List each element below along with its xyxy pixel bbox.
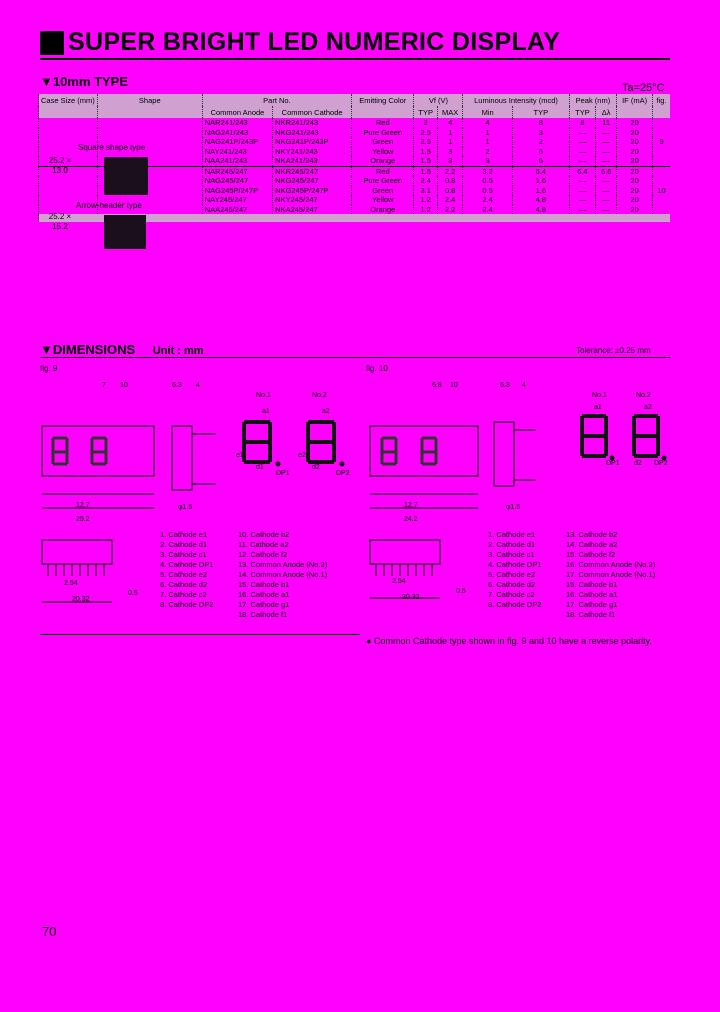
spec-cell: 3	[463, 156, 513, 166]
fig9-pin: 1. Cathode e1	[160, 530, 208, 539]
spec-cell: 4	[437, 118, 462, 128]
header-if: IF (mA)	[617, 94, 653, 106]
spec-cell: 20	[617, 186, 653, 196]
fig10-dim-24-2: 24.2	[404, 516, 418, 523]
title-rule	[40, 58, 670, 60]
fig9-digits	[53, 438, 106, 464]
fig9-pins-right	[238, 530, 327, 620]
spec-cell: 2.2	[437, 166, 462, 176]
fig9-pin: 4. Cathode DP1	[160, 560, 214, 569]
fig9-pin: 13. Common Anode (No.2)	[238, 560, 328, 569]
fig10-pin: 5. Cathode e2	[488, 570, 536, 579]
fig9-pin: 3. Cathode c1	[160, 550, 207, 559]
spec-cell: 3	[437, 147, 462, 157]
fig9-dim-12-7: 12.7	[76, 502, 90, 509]
spec-cell: NAR245/247	[202, 166, 272, 176]
spec-cell: 20	[617, 205, 653, 215]
fig9-label-e2: e2	[298, 452, 306, 459]
fig10-pin: 15. Cathode b1	[566, 580, 618, 589]
fig10-label-dp1: DP1	[606, 460, 620, 467]
sub-common-anode: Common Anode	[202, 106, 272, 118]
spec-cell: 1	[463, 128, 513, 138]
spec-cell: 20	[617, 176, 653, 186]
fig10-dim-20-32: 20.32	[402, 594, 420, 601]
spec-cell: —	[569, 205, 596, 215]
spec-cell: NKA241/243	[273, 156, 352, 166]
spec-cell: 2.5	[414, 128, 437, 138]
spec-cell: 2.4	[463, 195, 513, 205]
spec-cell: 1	[463, 137, 513, 147]
spec-cell: Pure Green	[352, 176, 414, 186]
spec-cell	[653, 128, 670, 138]
header-color: Emitting Color	[352, 94, 414, 106]
header-case-size: Case Size (mm)	[39, 94, 98, 106]
fig10-dim-4: 4	[522, 382, 526, 389]
spec-cell: 2.2	[437, 205, 462, 215]
fig9-pin: 2. Cathode d1	[160, 540, 208, 549]
header-part-no: Part No.	[202, 94, 351, 106]
spec-cell: —	[596, 147, 617, 157]
page-title: SUPER BRIGHT LED NUMERIC DISPLAY	[40, 28, 560, 57]
spec-cell: —	[569, 186, 596, 196]
spec-cell: Orange	[352, 205, 414, 215]
dimensions-rule	[40, 357, 670, 358]
fig10-pin: 18. Cathode f1	[566, 610, 616, 619]
spec-cell: 3	[512, 128, 569, 138]
spec-subheader-row	[39, 106, 671, 118]
sub-iv-typ: TYP	[512, 106, 569, 118]
case-size-1: 25.2 × 13.0	[48, 156, 72, 175]
fig10-label-d2: d2	[634, 460, 642, 467]
fig10-label-dp2: DP2	[654, 460, 668, 467]
fig10-pin: 8. Cathode DP2	[488, 600, 542, 609]
spec-cell: 3.2	[463, 166, 513, 176]
spec-cell: NKR241/243	[273, 118, 352, 128]
spec-cell: 1.5	[414, 147, 437, 157]
fig9-pin: 6. Cathode d2	[160, 580, 208, 589]
fig9-dim-0-5: 0.5	[128, 590, 138, 597]
fig9-pin: 14. Common Anode (No.1)	[238, 570, 328, 579]
fig9-label-a2: a2	[322, 408, 330, 415]
fig9-pin: 18. Cathode f1	[238, 610, 288, 619]
spec-cell: Yellow	[352, 195, 414, 205]
fig9-label-dp2: DP2	[336, 470, 350, 477]
spec-cell: Green	[352, 186, 414, 196]
spec-cell: Red	[352, 118, 414, 128]
ta-note: Ta=25°C	[622, 82, 665, 94]
spec-cell: 2.4	[463, 205, 513, 215]
header-fig: fig.	[653, 94, 670, 106]
spec-cell: NKG241/243	[273, 128, 352, 138]
type-heading: ▼10mm TYPE	[40, 74, 129, 89]
spec-cell: 6.4	[569, 166, 596, 176]
sub-vf-max: MAX	[437, 106, 462, 118]
fig10-pin: 16. Cathode a1	[566, 590, 618, 599]
spec-cell: Green	[352, 137, 414, 147]
header-shape: Shape	[97, 94, 202, 106]
spec-cell: 20	[617, 195, 653, 205]
spec-cell: 3	[437, 156, 462, 166]
spec-cell: 1.2	[414, 205, 437, 215]
spec-cell: NAR241/243	[202, 118, 272, 128]
fig9-seg-digits	[242, 420, 345, 467]
fig9-label: fig. 9	[40, 364, 58, 373]
fig10-pin: 17. Common Anode (No.1)	[566, 570, 656, 579]
spec-cell: 2.5	[414, 137, 437, 147]
spec-cell: 2.4	[414, 176, 437, 186]
spec-cell	[653, 195, 670, 205]
spec-cell: —	[569, 137, 596, 147]
fig10-dim-0-5: 0.5	[456, 588, 466, 595]
fig9-label-dp1: DP1	[276, 470, 290, 477]
fig10-pin: 6. Cathode d2	[488, 580, 536, 589]
spec-cell	[653, 205, 670, 215]
spec-cell: NAY245/247	[202, 195, 272, 205]
fig10-pin: 15. Cathode f2	[566, 550, 616, 559]
fig9-dim-6-3: 6.3	[172, 382, 182, 389]
spec-cell: 9	[653, 137, 670, 147]
fig9-pin: 10. Cathode b2	[238, 530, 290, 539]
fig9-digit-no1: No.1	[256, 392, 271, 399]
spec-cell: 6.6	[596, 166, 617, 176]
spec-cell: 1.5	[414, 166, 437, 176]
note-rule	[40, 634, 360, 635]
spec-cell: NAY241/243	[202, 147, 272, 157]
spec-cell: 1.6	[512, 176, 569, 186]
fig9-pin: 17. Cathode g1	[238, 600, 290, 609]
spec-cell: NAG245P/247P	[202, 186, 272, 196]
spec-cell: Orange	[352, 156, 414, 166]
fig9-label-d2: d2	[312, 464, 320, 471]
fig9-pin: 16. Cathode a1	[238, 590, 290, 599]
spec-cell: 0.5	[463, 186, 513, 196]
fig9-label-e1: e1	[236, 452, 244, 459]
fig9-dim-20-32: 20.32	[72, 596, 90, 603]
fig10-pin: 3. Cathode c1	[488, 550, 535, 559]
header-intensity: Luminous Intensity (mcd)	[463, 94, 569, 106]
spec-cell: 4.8	[512, 205, 569, 215]
shape-cell	[97, 118, 202, 128]
fig9-dim-7: 7	[102, 382, 106, 389]
shape-square-image	[104, 157, 148, 195]
fig9-side-outline	[172, 426, 192, 490]
spec-cell: 2.4	[437, 195, 462, 205]
sub-vf-typ: TYP	[414, 106, 437, 118]
spec-cell: Pure Green	[352, 128, 414, 138]
fig10-dim-6-3: 6.3	[500, 382, 510, 389]
spec-cell: 1	[437, 137, 462, 147]
fig10-dim-12-7: 12.7	[404, 502, 418, 509]
spec-row	[39, 118, 671, 128]
sub-peak-typ: TYP	[569, 106, 596, 118]
fig9-pin: 11. Cathode a2	[238, 540, 289, 549]
spec-cell: 2	[414, 118, 437, 128]
fig9-pin: 12. Cathode f2	[238, 550, 288, 559]
fig10-pin: 14. Cathode a2	[566, 540, 618, 549]
spec-cell: NKG245P/247P	[273, 186, 352, 196]
sub-common-cathode: Common Cathode	[273, 106, 352, 118]
spec-cell: 6	[512, 147, 569, 157]
page-number: 70	[42, 924, 57, 939]
fig9-label-d1: d1	[256, 464, 264, 471]
spec-cell: —	[596, 156, 617, 166]
spec-cell: 0.8	[437, 176, 462, 186]
spec-cell: 20	[617, 147, 653, 157]
spec-cell: 4	[463, 118, 513, 128]
spec-cell: Red	[352, 166, 414, 176]
spec-cell: —	[569, 176, 596, 186]
spec-cell: 1	[437, 128, 462, 138]
fig10-pin: 2. Cathode d1	[488, 540, 536, 549]
unit-label: Unit : mm	[152, 345, 204, 357]
title-square-icon	[40, 31, 64, 55]
header-vf: Vf (V)	[414, 94, 463, 106]
fig10-label-a2: a2	[644, 404, 652, 411]
fig10-digit-no1: No.1	[592, 392, 607, 399]
spec-cell: —	[569, 128, 596, 138]
spec-cell: NKG241P/243P	[273, 137, 352, 147]
spec-cell: 6	[512, 156, 569, 166]
case-cell	[39, 128, 98, 138]
spec-cell: NAG241P/243P	[202, 137, 272, 147]
spec-cell: —	[596, 176, 617, 186]
spec-cell: NKG245/247	[273, 176, 352, 186]
spec-cell: 1.2	[414, 195, 437, 205]
fig10-pin: 13. Cathode b2	[566, 530, 618, 539]
spec-cell: NAA245/247	[202, 205, 272, 215]
spec-cell: 0.5	[463, 176, 513, 186]
fig10-dim-10: 10	[450, 382, 458, 389]
spec-cell: 20	[617, 137, 653, 147]
spec-cell: —	[569, 195, 596, 205]
fig10-digit-no2: No.2	[636, 392, 651, 399]
fig10-pin: 7. Cathode c2	[488, 590, 535, 599]
fig10-dim-phi: φ1.5	[506, 504, 521, 511]
spec-cell: 10	[653, 186, 670, 196]
shape-label-1: Square shape type	[78, 143, 146, 152]
spec-cell	[653, 156, 670, 166]
spec-cell: —	[596, 128, 617, 138]
spec-cell: —	[596, 186, 617, 196]
polarity-note: ● Common Cathode type shown in fig. 9 and 10 have a reverse polarity.	[366, 636, 652, 646]
fig10-pin: 16. Common Anode (No.2)	[566, 560, 656, 569]
fig10-label-a1: a1	[594, 404, 602, 411]
fig10-pin: 4. Cathode DP1	[488, 560, 542, 569]
spec-cell	[653, 176, 670, 186]
fig10-pins-right	[566, 530, 655, 620]
spec-cell: NAG241/243	[202, 128, 272, 138]
spec-cell: Yellow	[352, 147, 414, 157]
fig10-pins-left	[488, 530, 541, 610]
spec-cell: 8	[512, 118, 569, 128]
spec-cell: 0.8	[437, 186, 462, 196]
fig9-dim-2-54: 2.54	[64, 580, 78, 587]
spec-cell: 2	[463, 147, 513, 157]
fig9-dim-4: 4	[196, 382, 200, 389]
fig10-pin: 17. Cathode g1	[566, 600, 618, 609]
fig10-dim-2-54: 2.54	[392, 578, 406, 585]
fig10-label: fig. 10	[366, 364, 388, 373]
shape-arrow-image	[104, 215, 146, 249]
case-cell	[39, 176, 98, 186]
spec-cell: 3.1	[414, 186, 437, 196]
shape-label-2: Arrow-header type	[76, 201, 142, 210]
fig9-pins-left	[160, 530, 213, 610]
spec-cell: —	[596, 137, 617, 147]
fig9-label-a1: a1	[262, 408, 270, 415]
spec-cell: NKY245/247	[273, 195, 352, 205]
fig9-pin: 5. Cathode e2	[160, 570, 208, 579]
spec-cell: —	[569, 147, 596, 157]
spec-cell: 8	[569, 118, 596, 128]
fig10-pin: 1. Cathode e1	[488, 530, 536, 539]
spec-cell: 2	[512, 137, 569, 147]
spec-cell: 20	[617, 156, 653, 166]
spec-cell: —	[596, 205, 617, 215]
spec-cell: NKR245/247	[273, 166, 352, 176]
spec-cell: —	[596, 195, 617, 205]
spec-cell: 20	[617, 128, 653, 138]
spec-cell	[653, 166, 670, 176]
case-size-2: 25.2 × 15.2	[48, 212, 72, 231]
fig9-pin: 15. Cathode b1	[238, 580, 290, 589]
spec-header-row	[39, 94, 671, 106]
spec-cell: 20	[617, 166, 653, 176]
spec-cell	[653, 147, 670, 157]
fig9-dim-phi: φ1.5	[178, 504, 193, 511]
sub-delta: Δλ	[596, 106, 617, 118]
header-peak: Peak (nm)	[569, 94, 616, 106]
spec-cell: 1.6	[512, 186, 569, 196]
spec-cell: —	[569, 156, 596, 166]
fig9-digit-no2: No.2	[312, 392, 327, 399]
spec-cell: NAA241/243	[202, 156, 272, 166]
fig9-bottom-outline	[42, 540, 112, 564]
spec-row	[39, 128, 671, 138]
spec-cell: 20	[617, 118, 653, 128]
spec-cell: 6.4	[512, 166, 569, 176]
case-cell	[39, 118, 98, 128]
fig9-pin: 7. Cathode c2	[160, 590, 207, 599]
sub-iv-min: Min	[463, 106, 513, 118]
spec-cell: 1.5	[414, 156, 437, 166]
fig9-dim-10: 10	[120, 382, 128, 389]
spec-cell: 4.8	[512, 195, 569, 205]
spec-cell	[653, 118, 670, 128]
spec-cell: NKA245/247	[273, 205, 352, 215]
fig10-dim-6-8: 6.8	[432, 382, 442, 389]
fig9-pin: 8. Cathode DP2	[160, 600, 214, 609]
spec-cell: 11	[596, 118, 617, 128]
fig9-dim-25-2: 25.2	[76, 516, 90, 523]
tolerance-note: Tolerance: ±0.25 mm	[576, 346, 651, 355]
spec-cell: NAG245/247	[202, 176, 272, 186]
dimensions-heading: ▼DIMENSIONS Unit : mm	[40, 342, 204, 357]
spec-cell: NKY241/243	[273, 147, 352, 157]
shape-cell	[97, 128, 202, 138]
case-cell	[39, 186, 98, 196]
